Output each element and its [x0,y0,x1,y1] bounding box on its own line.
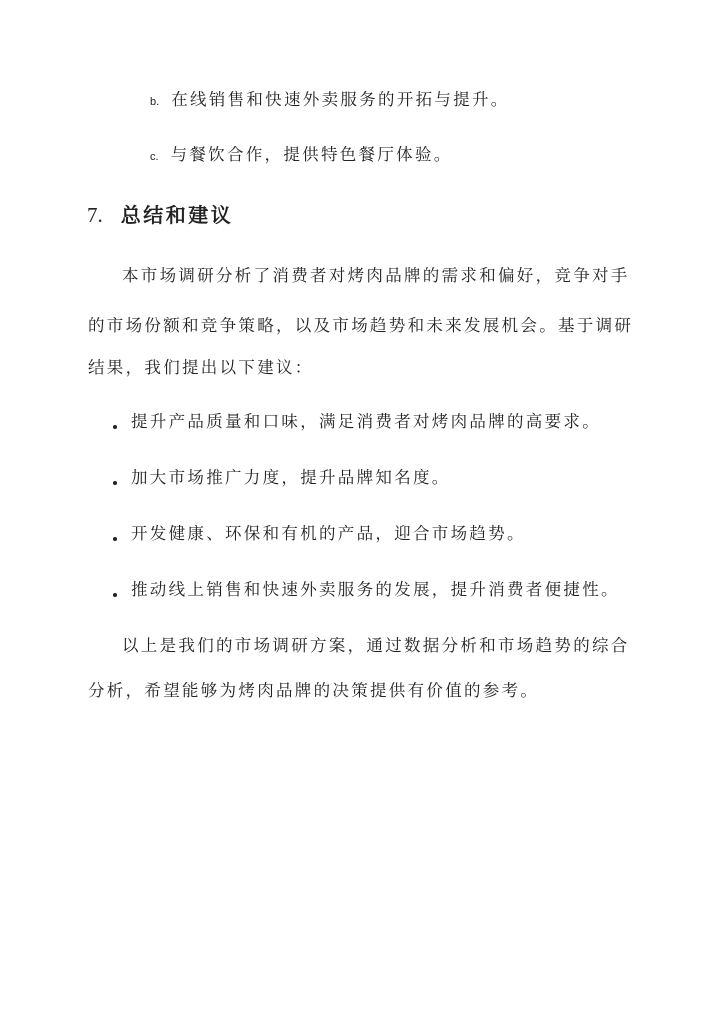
bullet-item: 开发健康、环保和有机的产品，迎合市场趋势。 [131,524,526,543]
intro-paragraph-line: 结果，我们提出以下建议： [88,358,314,377]
bullet-dot-icon [113,593,117,597]
bullet-dot-icon [113,537,117,541]
bullet-item: 推动线上销售和快速外卖服务的发展，提升消费者便捷性。 [131,580,620,599]
section-title: 总结和建议 [120,203,234,227]
sub-list-marker: c. [150,151,159,163]
sub-list-text: 在线销售和快速外卖服务的开拓与提升。 [171,90,510,109]
sub-list-item [150,145,453,167]
bullet-item: 提升产品质量和口味，满足消费者对烤肉品牌的高要求。 [131,412,601,431]
conclusion-paragraph-line: 分析，希望能够为烤肉品牌的决策提供有价值的参考。 [88,681,540,700]
bullet-dot-icon [113,481,117,485]
section-number: 7. [87,203,103,227]
section-heading [87,202,233,228]
bullet-item: 加大市场推广力度，提升品牌知名度。 [131,468,451,487]
conclusion-paragraph-line: 以上是我们的市场调研方案，通过数据分析和市场趋势的综合 [122,636,630,655]
bullet-dot-icon [113,425,117,429]
sub-list-item [150,90,510,112]
sub-list-marker: b. [150,96,160,108]
sub-list-text: 与餐饮合作，提供特色餐厅体验。 [170,145,453,164]
intro-paragraph-line: 本市场调研分析了消费者对烤肉品牌的需求和偏好，竞争对手 [122,266,630,285]
intro-paragraph-line: 的市场份额和竞争策略，以及市场趋势和未来发展机会。基于调研 [88,316,634,335]
